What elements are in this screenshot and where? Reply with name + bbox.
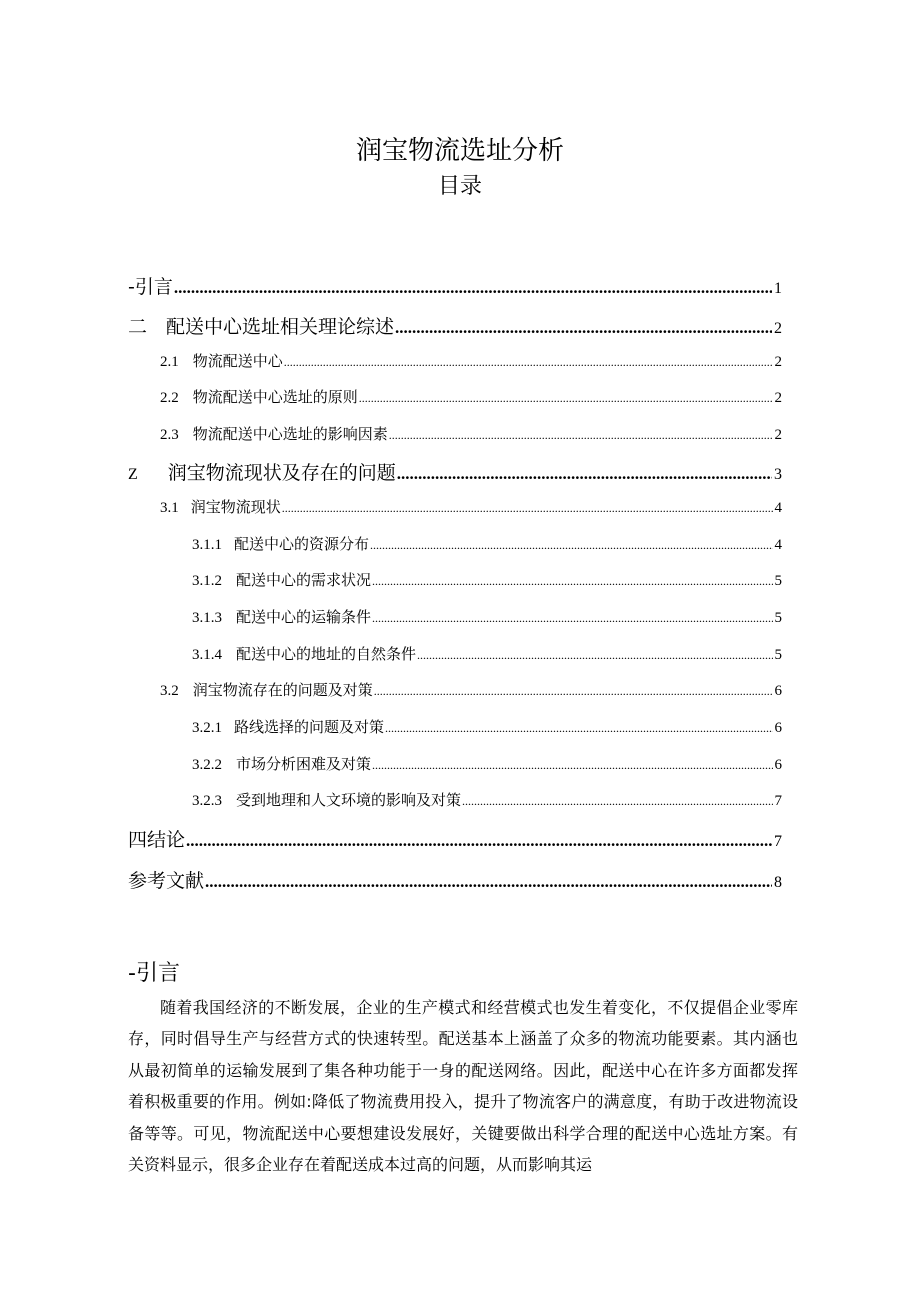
toc-entry-label: 配送中心的地址的自然条件	[236, 645, 417, 663]
toc-entry[interactable]	[128, 866, 782, 892]
toc-entry-number: 3.2.3	[192, 793, 222, 809]
toc-entry-number: 2.2	[160, 390, 179, 406]
toc-leader-dots	[372, 611, 772, 626]
toc-entry-number: 3.1.2	[192, 573, 222, 589]
toc-entry-label: 物流配送中心选址的影响因素	[192, 425, 388, 443]
toc-entry-label: 路线选择的问题及对策	[234, 718, 385, 736]
toc-page-number: 2	[774, 320, 782, 337]
section-heading: -引言	[128, 961, 180, 986]
toc-entry-label: 润宝物流现状及存在的问题	[167, 462, 396, 484]
toc-entry-number: 3.1.1	[192, 537, 222, 553]
toc-page-number: 7	[774, 833, 782, 850]
toc-entry-label: 润宝物流存在的问题及对策	[192, 681, 373, 699]
toc-leader-dots	[205, 872, 772, 892]
toc-entry-label: 四结论	[128, 829, 186, 851]
toc-page-number: 2	[774, 354, 782, 370]
toc-page-number: 2	[774, 390, 782, 406]
toc-page-number: 2	[774, 427, 782, 443]
toc-entry-number: 3.1	[160, 500, 179, 516]
toc-entry-label: 参考文献	[128, 870, 205, 892]
toc-entry-label: 受到地理和人文环境的影响及对策	[236, 791, 462, 809]
toc-leader-dots	[385, 721, 772, 736]
toc-leader-dots	[284, 355, 773, 370]
toc-page-number: 5	[774, 610, 782, 626]
toc-entry[interactable]	[192, 643, 782, 665]
toc-leader-dots	[370, 538, 772, 553]
toc-entry[interactable]	[192, 569, 782, 591]
toc-page-number: 7	[774, 793, 782, 809]
toc-entry-number: 2.1	[160, 354, 179, 370]
toc-page-number: 6	[774, 683, 782, 699]
toc-leader-dots	[359, 391, 773, 406]
toc-entry-number: 3.2.2	[192, 757, 222, 773]
toc-entry[interactable]	[160, 679, 782, 701]
toc-entry[interactable]	[192, 753, 782, 775]
toc-page-number: 6	[774, 720, 782, 736]
toc-entry-label: 物流配送中心	[192, 352, 283, 370]
toc-leader-dots	[374, 684, 773, 699]
toc-entry-label: 市场分析困难及对策	[236, 755, 372, 773]
toc-entry[interactable]	[128, 825, 782, 851]
toc-leader-dots	[417, 648, 772, 663]
toc-page-number: 3	[774, 466, 782, 483]
toc-leader-dots	[174, 278, 772, 298]
toc-leader-dots	[397, 464, 772, 484]
toc-leader-dots	[186, 831, 772, 851]
toc-entry-label: 配送中心的资源分布	[234, 535, 370, 553]
toc-entry[interactable]	[192, 606, 782, 628]
toc-page-number: 5	[774, 647, 782, 663]
toc-leader-dots	[372, 574, 772, 589]
toc-leader-dots	[282, 501, 773, 516]
toc-entry[interactable]	[160, 496, 782, 518]
toc-entry[interactable]	[192, 789, 782, 811]
toc-entry[interactable]	[192, 533, 782, 555]
toc-page-number: 8	[774, 874, 782, 891]
toc-heading: 目录	[437, 174, 482, 199]
toc-entry-number: 3.2	[160, 683, 179, 699]
toc-page-number: 6	[774, 757, 782, 773]
toc-entry[interactable]	[160, 350, 782, 372]
toc-entry[interactable]	[160, 386, 782, 408]
toc-entry[interactable]	[128, 272, 782, 298]
toc-entry-label: 配送中心的运输条件	[236, 608, 372, 626]
toc-leader-dots	[462, 794, 772, 809]
toc-entry-label: 二 配送中心选址相关理论综述	[128, 316, 395, 338]
toc-leader-dots	[389, 428, 773, 443]
toc-entry-number: Z	[128, 466, 138, 483]
toc-entry[interactable]	[128, 312, 782, 338]
toc-entry-number: 3.1.4	[192, 647, 222, 663]
toc-page-number: 4	[774, 500, 782, 516]
toc-entry[interactable]	[160, 423, 782, 445]
body-paragraph: 随着我国经济的不断发展，企业的生产模式和经营模式也发生着变化，不仅提倡企业零库存，同时倡导生产与经营方式的快速转型。配送基本上涵盖了众多的物流功能要素。其内涵也从最初简单的运输发展到了集各种功能于一身的配送网络。因此，配送中心在许多方面都发挥着积极重要的作用。例如:降低了物流费用投入，提升了物流客户的满意度，有助于改进物流设备等等。可见，物流配送中心要想建设发展好，关键要做出科学合理的配送中心选址方案。有关资料显示，很多企业存在着配送成本过高的问题，从而影响其运	[128, 998, 798, 1175]
toc-leader-dots	[395, 318, 772, 338]
toc-entry[interactable]	[128, 458, 782, 484]
toc-page-number: 1	[774, 280, 782, 297]
toc-entry-label: 润宝物流现状	[190, 498, 281, 516]
toc-leader-dots	[372, 758, 772, 773]
document-title: 润宝物流选址分析	[355, 136, 564, 166]
toc-entry[interactable]	[192, 716, 782, 738]
toc-page-number: 4	[774, 537, 782, 553]
toc-entry-label: 配送中心的需求状况	[236, 571, 372, 589]
toc-page-number: 5	[774, 573, 782, 589]
toc-entry-number: 3.1.3	[192, 610, 222, 626]
toc-entry-number: 3.2.1	[192, 720, 222, 736]
toc-entry-label: -引言	[128, 276, 173, 298]
toc-entry-number: 2.3	[160, 427, 179, 443]
toc-entry-label: 物流配送中心选址的原则	[192, 388, 358, 406]
